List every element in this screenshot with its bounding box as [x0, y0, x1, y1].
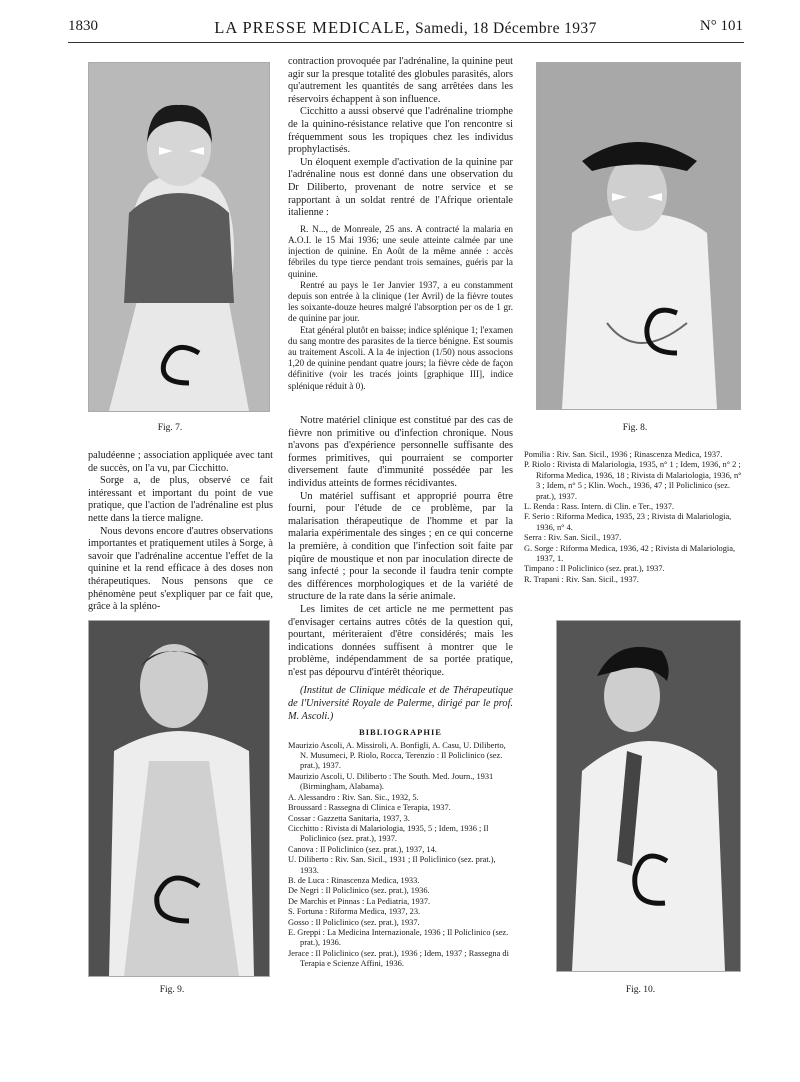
figure-8-caption: Fig. 8.: [622, 423, 648, 433]
paragraph: contraction provoquée par l'adrénaline, la quinine peut agir sur la presque totalité des globules parasités, alors qu'autrement les quantités de sang arrêtées dans les réservoirs échappent à son influence.: [288, 56, 513, 105]
bib-entry: B. de Luca : Rinascenza Medica, 1933.: [288, 875, 420, 885]
figure-7-caption: Fig. 7.: [157, 423, 183, 433]
figure-8-photo: [536, 62, 741, 410]
page-header: [68, 18, 743, 40]
bib-entry: Jerace : Il Policlinico (sez. prat.), 1936 ; Idem, 1937 ; Rassegna di Terapia e Scienze Affini, 1936.: [288, 948, 509, 969]
bib-entry: L. Renda : Rass. Intern. di Clin. e Ter., 1937.: [524, 502, 674, 512]
paragraph: Un éloquent exemple d'activation de la quinine par l'adrénaline nous est donné dans une observation du Dr Diliberto, provenant de notre service et se rapportant à un soldat rentré de l'Afrique orientale italienne :: [288, 156, 513, 219]
issue-number: N° 101: [699, 18, 743, 34]
paragraph: Notre matériel clinique est constitué par des cas de fièvre non primitive ou d'infection chronique. Nous n'avons pas d'expérience personnelle suffisante des formes primitives, qui pourraient se comporter diversement faute d'immunité possédée par les individus atteints de formes récidivantes.: [288, 415, 513, 489]
bib-entry: F. Serio : Riforma Medica, 1935, 23 ; Rivista di Malariologia, 1936, n° 4.: [524, 512, 732, 532]
bib-entry: E. Greppi : La Medicina Internazionale, 1936 ; Il Policlinico (sez. prat.), 1936.: [288, 927, 509, 948]
journal-title: [68, 18, 743, 38]
issue-date: Samedi, 18 Décembre 1937: [414, 20, 597, 37]
bibliography: [288, 727, 513, 969]
bib-entry: Gosso : Il Policlinico (sez. prat.), 1937.: [288, 917, 420, 927]
paragraph: Cicchitto a aussi observé que l'adrénaline triomphe de la quinino-résistance relative que l'on rencontre si fréquemment sous les tropiques chez les individus prophylactisés.: [288, 106, 513, 156]
institute-note: (Institut de Clinique médicale et de Thérapeutique de l'Université Royale de Palerme, dirigé par le prof. M. Ascoli.): [288, 685, 513, 722]
bib-entry: P. Riolo : Rivista di Malariologia, 1935, n° 1 ; Idem, 1936, n° 2 ; Riforma Medica, 1936, 18 ; Rivista di Malariologia, 1936, n° 3 ; Idem, n° 5 ; Klin. Woch., 1936, 47 ; Il Policlinico (sez. prat.), 1937.: [524, 460, 742, 501]
figure-9-caption: Fig. 9.: [159, 985, 185, 995]
bib-entry: S. Fortuna : Riforma Medica, 1937, 23.: [288, 907, 421, 917]
bib-entry: Maurizio Ascoli, U. Diliberto : The South. Med. Journ., 1931 (Birmingham, Alabama).: [288, 771, 494, 792]
bib-entry: Serra : Riv. San. Sicil., 1937.: [524, 533, 622, 543]
center-column-top: [288, 56, 513, 392]
paragraph: Nous devons encore d'autres observations importantes et pratiquement utiles à Sorge, à savoir que l'adrénaline accentue l'effet de la quinine et la rend efficace à des doses non thérapeutiques. Nous pensons que ce phénomène peut s'expliquer par ce fait que, grâce à la spléno-: [88, 525, 273, 613]
case-report: Etat général plutôt en baisse; indice splénique 1; l'examen du sang montre des parasites de la tierce bénigne. Est soumis au traitement Ascoli. A la 4e injection (1/50) nous associons 1,20 de quinine pendant quatre jours; la fièvre cède de façon définitive (voir les tracés joints [graphique III], indice splénique réduit à 0).: [288, 324, 513, 391]
bib-entry: Cicchitto : Rivista di Malariologia, 1935, 5 ; Idem, 1936 ; Il Policlinico (sez. prat.), 1937.: [288, 823, 489, 844]
bib-entry: Canova : Il Policlinico (sez. prat.), 1937, 14.: [288, 844, 437, 854]
figure-9-photo: [88, 620, 270, 977]
paragraph: Sorge a, de plus, observé ce fait intéressant et important du point de vue pratique, que l'action de l'adrénaline est plus nette dans la tierce maligne.: [88, 475, 273, 524]
bib-entry: Maurizio Ascoli, A. Missiroli, A. Bonfigli, A. Casu, U. Diliberto, N. Musumeci, P. Riolo, Rocca, Terenzio : Il Policlinico (sez. prat.), 1937.: [288, 740, 506, 771]
paragraph: paludéenne ; association appliquée avec tant de succès, on l'a vu, par Cicchitto.: [88, 450, 273, 474]
bib-entry: Pomilia : Riv. San. Sicil., 1936 ; Rinascenza Medica, 1937.: [524, 450, 723, 459]
bib-entry: Timpano : Il Policlinico (sez. prat.), 1937.: [524, 564, 665, 574]
bib-entry: G. Sorge : Riforma Medica, 1936, 42 ; Rivista di Malariologia, 1937, 1.: [524, 543, 736, 564]
bib-entry: Broussard : Rassegna di Clinica e Terapia, 1937.: [288, 803, 451, 813]
left-column: [88, 450, 273, 614]
journal-name: LA PRESSE MEDICALE,: [214, 18, 411, 37]
page-number: 1830: [68, 18, 98, 34]
figure-7-photo: [88, 62, 270, 412]
case-report: Rentré au pays le 1er Janvier 1937, a eu constamment depuis son entrée à la clinique (1er Avril) de la fièvre toutes les soixante-douze heures malgré l'absorption per os de 1 gr. de quinine par jour.: [288, 279, 513, 324]
bib-entry: U. Diliberto : Riv. San. Sicil., 1931 ; Il Policlinico (sez. prat.), 1933.: [288, 855, 496, 875]
figure-10-caption: Fig. 10.: [625, 985, 656, 995]
bib-entry: A. Alessandro : Riv. San. Sic., 1932, 5.: [288, 792, 419, 802]
case-report: R. N..., de Monreale, 25 ans. A contracté la malaria en A.O.I. le 15 Mai 1936; une seule atteinte calmée par une injection de quinine. En Août de la même année : accès fébriles du type tierce pendant trois semaines, guéris par la quinine.: [288, 223, 513, 279]
bib-entry: R. Trapani : Riv. San. Sicil., 1937.: [524, 574, 639, 584]
figure-10-photo: [556, 620, 741, 972]
paragraph: Un matériel suffisant et approprié pourra être fourni, pour l'étude de ce problème, par la malarisation thérapeutique de l'homme et par la malaria expérimentale des singes ; en ce qui concerne la première, à condition que l'infection soit faite par piqûre de moustique et non par inoculation directe de sang infecté ; pour la seconde il faudra tenir compte des différences morphologiques et de la variété de structure de la rate dans la série animale.: [288, 490, 513, 603]
header-rule: [68, 42, 744, 43]
bib-entry: De Negri : Il Policlinico (sez. prat.), 1936.: [288, 886, 430, 896]
paragraph: Les limites de cet article ne me permettent pas d'envisager certains autres côtés de la question qui, pourtant, mériteraient d'être considérés; mais les indications données suffisent à montrer que le problème, indépendamment de sa portée pratique, n'est pas dépourvu d'intérêt théorique.: [288, 603, 513, 678]
bib-entry: Cossar : Gazzetta Sanitaria, 1937, 3.: [288, 813, 410, 823]
right-bibliography: [524, 450, 742, 585]
bib-entry: De Marchis et Pinnas : La Pediatria, 1937.: [288, 896, 431, 906]
bibliography-heading: BIBLIOGRAPHIE: [359, 727, 442, 738]
center-column-bottom: [288, 415, 513, 970]
